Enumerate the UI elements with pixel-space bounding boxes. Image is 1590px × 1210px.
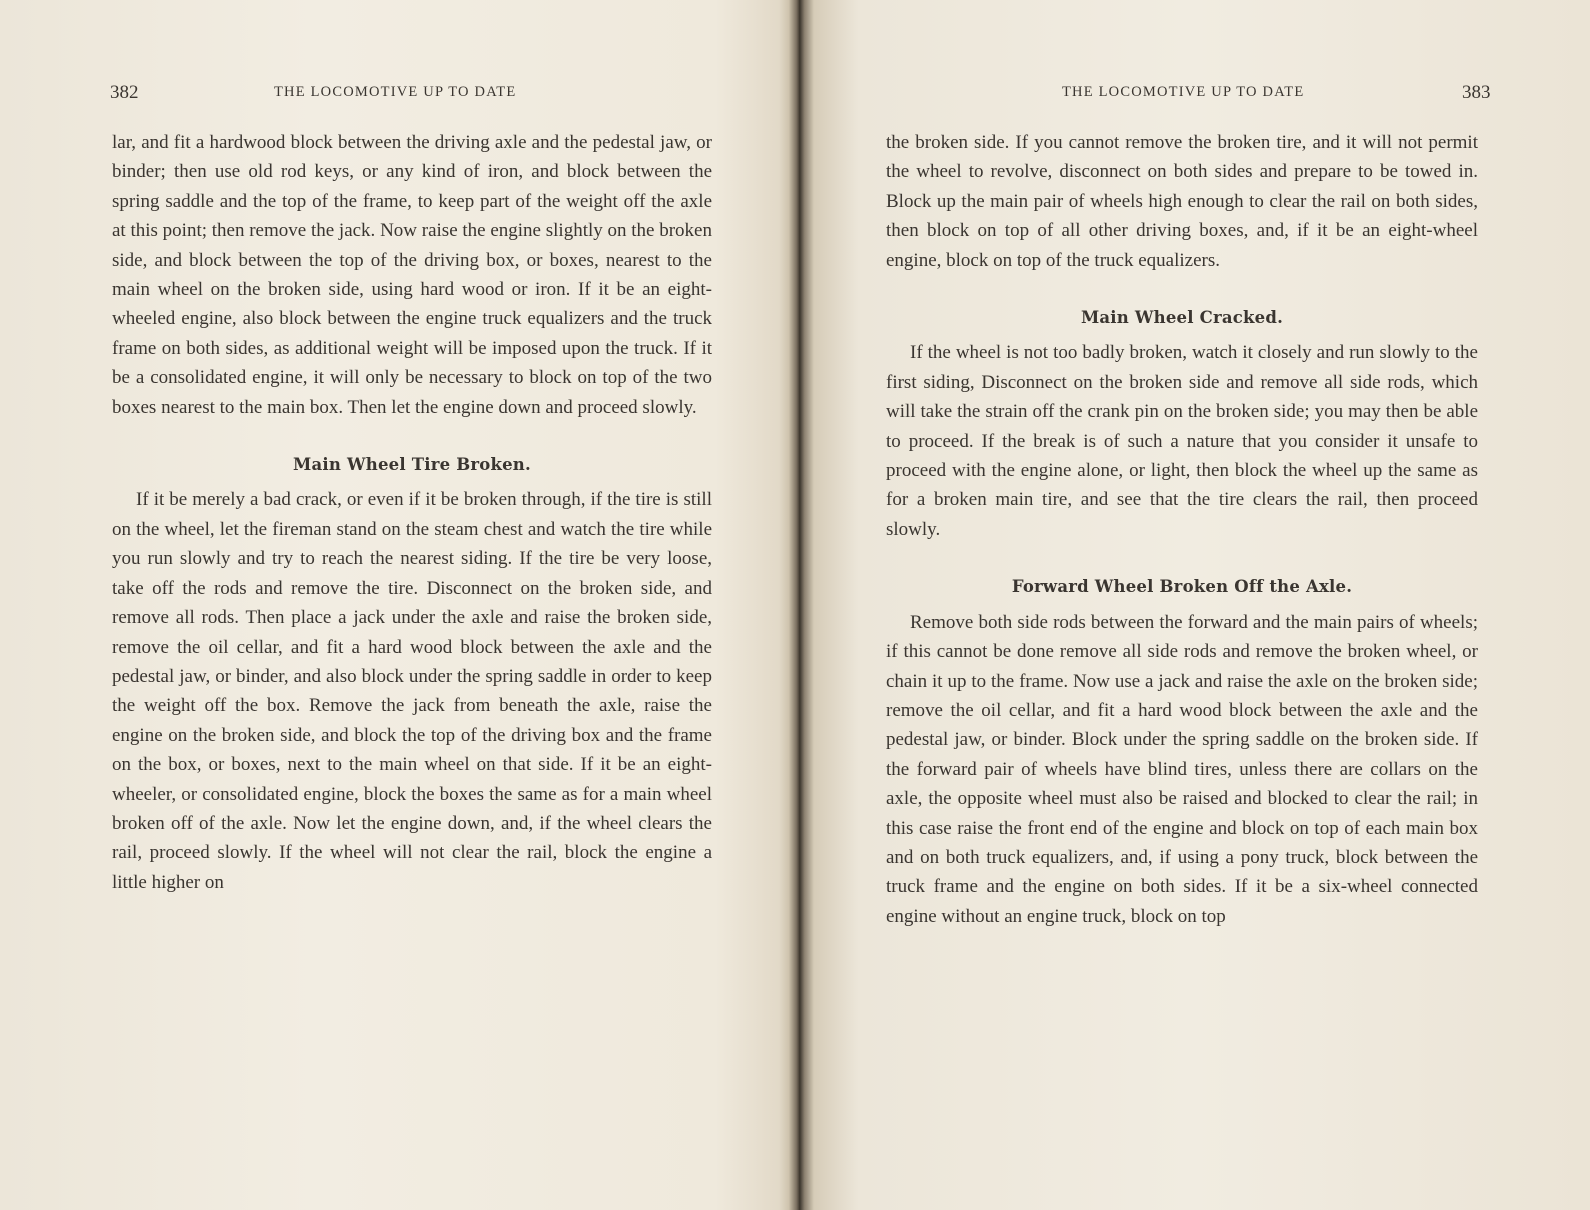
right-running-head: THE LOCOMOTIVE UP TO DATE	[1062, 84, 1305, 100]
right-page-header	[800, 84, 1590, 114]
heading-main-wheel-tire-broken: Main Wheel Tire Broken.	[293, 455, 531, 475]
right-paragraph-1: the broken side. If you cannot remove the broken tire, and it will not permit the wheel to revolve, disconnect on both sides and prepare to be towed in. Block up the main pair of wheels high enough to clear the rail on both sides, then block on top of all other driving boxes, and, if it be an eight-wheel engine, block on top of the truck equalizers.	[886, 132, 1478, 271]
left-paragraph-1: lar, and fit a hardwood block between the driving axle and the pedestal jaw, or binder; then use old rod keys, or any kind of iron, and block between the spring saddle and the top of the frame, to keep part of the weight off the axle at this point; then remove the jack. Now raise the engine slightly on the broken side, and block between the top of the driving box, or boxes, nearest to the main wheel on the broken side, using hard wood or iron. If it be an eight-wheeled engine, also block between the engine truck equalizers and the truck frame on both sides, as additional weight will be imposed upon the truck. If it be a consolidated engine, it will only be necessary to block on top of the two boxes nearest to the main box. Then let the engine down and proceed slowly.	[112, 132, 712, 418]
right-page	[800, 0, 1590, 1210]
right-paragraph-3: Remove both side rods between the forward and the main pairs of wheels; if this cannot be done remove all side rods and remove the broken wheel, or chain it up to the frame. Now use a jack and raise the axle on the broken side; remove the oil cellar, and fit a hard wood block between the axle and the pedestal jaw, or binder. Block under the spring saddle on the broken side. If the forward pair of wheels have blind tires, unless there are collars on the axle, the opposite wheel must also be raised and blocked to clear the rail; in this case raise the front end of the engine and block on top of each main box and on both truck equalizers, and, if using a pony truck, block between the truck frame and the engine on both sides. If it be a six-wheel connected engine without an engine truck, block on top	[886, 611, 1478, 927]
left-page-header	[0, 84, 790, 114]
heading-main-wheel-cracked: Main Wheel Cracked.	[1080, 308, 1284, 328]
left-page	[0, 0, 790, 1210]
heading-forward-wheel-broken: Forward Wheel Broken Off the Axle.	[1011, 577, 1353, 597]
right-page-number: 383	[1462, 82, 1491, 103]
left-running-head: THE LOCOMOTIVE UP TO DATE	[274, 84, 517, 100]
left-page-number: 382	[110, 82, 139, 103]
right-paragraph-2: If the wheel is not too badly broken, watch it closely and run slowly to the first siding, Disconnect on the broken side and remove all side rods, which will take the strain off the crank pin on the broken side; you may then be able to proceed. If the break is of such a nature that you consider it unsafe to proceed with the engine alone, or light, then block the wheel up the same as for a broken main tire, and see that the tire clears the rail, then proceed slowly.	[886, 342, 1478, 540]
left-page-body	[112, 128, 712, 897]
right-page-body	[886, 128, 1478, 931]
left-paragraph-2: If it be merely a bad crack, or even if it be broken through, if the tire is still on the wheel, let the fireman stand on the steam chest and watch the tire while you run slowly and try to reach the nearest siding. If the tire be very loose, take off the rods and remove the tire. Disconnect on the broken side, and remove all rods. Then place a jack under the axle and raise the broken side, remove the oil cellar, and fit a hard wood block between the axle and the pedestal jaw, or binder, and also block under the spring saddle in order to keep the weight off the box. Remove the jack from beneath the axle, raise the engine on the broken side, and block the top of the driving box and the frame on the box, or boxes, next to the main wheel on that side. If it be an eight-wheeler, or consolidated engine, block the boxes the same as for a main wheel broken off of the axle. Now let the engine down, and, if the wheel clears the rail, proceed slowly. If the wheel will not clear the rail, block the engine a little higher on	[112, 489, 712, 893]
